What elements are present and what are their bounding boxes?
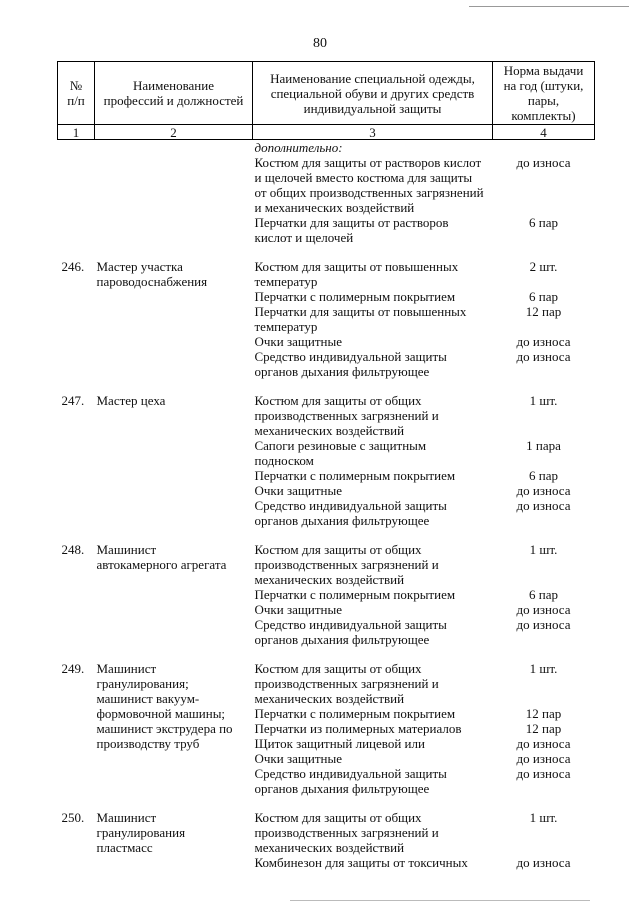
- protective-item: [253, 438, 493, 468]
- protective-item-text: Очки защитные: [254, 751, 342, 766]
- profession-name: [95, 140, 253, 246]
- protective-item: [253, 468, 493, 483]
- protective-item: [253, 602, 493, 617]
- protective-item: [253, 542, 493, 587]
- issue-norm: [493, 751, 595, 766]
- group-separator: [58, 796, 595, 810]
- issue-norm-text: 1 шт.: [529, 542, 558, 557]
- issue-norm: [493, 259, 595, 289]
- protective-item-text: Очки защитные: [254, 602, 342, 617]
- protective-item-text: Перчатки с полимерным покрытием: [254, 468, 456, 483]
- issue-norm: [493, 289, 595, 304]
- column-number: 2: [95, 125, 253, 140]
- table-body: [58, 140, 595, 871]
- issue-norm-text: до износа: [516, 349, 571, 364]
- issue-norm: [493, 617, 595, 647]
- issue-norm-text: 12 пар: [525, 721, 562, 736]
- profession-name-text: Мастер участка пароводоснабжения: [96, 259, 208, 289]
- issue-norm: [493, 602, 595, 617]
- issue-norm-text: до износа: [516, 155, 571, 170]
- issue-norm: [493, 140, 595, 156]
- issue-norm-text: до износа: [516, 483, 571, 498]
- header-norm: [493, 62, 595, 125]
- item-number: [58, 542, 95, 647]
- item-number: [58, 393, 95, 528]
- protective-item-text: Комбинезон для защиты от токсичных: [254, 855, 468, 870]
- protective-item: [253, 736, 493, 751]
- issue-norm: [493, 498, 595, 528]
- protective-item-text: Средство индивидуальной защиты органов дыхания фильтрующее: [254, 617, 447, 647]
- item-number-text: 246.: [61, 259, 85, 274]
- issue-norm-text: 1 шт.: [529, 810, 558, 825]
- protective-item: [253, 334, 493, 349]
- issue-norm: [493, 483, 595, 498]
- header-num-text: № п/п: [67, 78, 85, 108]
- group-separator: [58, 528, 595, 542]
- protective-item-text: Сапоги резиновые с защитным подноском: [254, 438, 427, 468]
- issue-norm-text: 6 пар: [529, 289, 558, 304]
- protective-item-text: Костюм для защиты от общих производственных загрязнений и механических воздействий: [254, 393, 439, 438]
- profession-name-text: Машинист гранулирования; машинист вакуум- формовочной машины; машинист экструдера по производству труб: [96, 661, 233, 751]
- group-separator: [58, 647, 595, 661]
- item-number-text: 249.: [61, 661, 85, 676]
- group-separator-cell: [58, 379, 595, 393]
- protective-item: [253, 661, 493, 706]
- item-number-text: 248.: [61, 542, 85, 557]
- issue-norm: [493, 349, 595, 379]
- protective-item: [253, 617, 493, 647]
- issue-norm: [493, 304, 595, 334]
- issue-norm-text: 2 шт.: [529, 259, 558, 274]
- header-num: [58, 62, 95, 125]
- protective-item: [253, 215, 493, 245]
- issue-norm: [493, 334, 595, 349]
- table-row: [58, 393, 595, 438]
- header-profession-text: Наименование профессий и должностей: [103, 78, 244, 108]
- column-number: 3: [253, 125, 493, 140]
- issue-norm-text: 6 пар: [529, 215, 558, 230]
- protective-item-text: Средство индивидуальной защиты органов дыхания фильтрующее: [254, 498, 447, 528]
- item-number: [58, 661, 95, 796]
- issue-norm-text: 1 шт.: [529, 661, 558, 676]
- protective-item-text: Костюм для защиты от повышенных температур: [254, 259, 459, 289]
- protective-item: [253, 393, 493, 438]
- header-item-text: Наименование специальной одежды, специальной обуви и других средств индивидуальной защиты: [270, 70, 475, 116]
- issue-norm-text: 6 пар: [529, 587, 558, 602]
- issue-norm: [493, 721, 595, 736]
- profession-name: [95, 259, 253, 379]
- protective-item-text: Щиток защитный лицевой или: [254, 736, 425, 751]
- protective-item: [253, 304, 493, 334]
- table-row: [58, 259, 595, 289]
- header-profession: [95, 62, 253, 125]
- issue-norm: [493, 587, 595, 602]
- issue-norm: [493, 468, 595, 483]
- issue-norm-text: 1 шт.: [529, 393, 558, 408]
- protective-item-text: Средство индивидуальной защиты органов дыхания фильтрующее: [254, 349, 447, 379]
- profession-name-text: Машинист автокамерного агрегата: [96, 542, 227, 572]
- protective-item: [253, 498, 493, 528]
- protective-item: [253, 259, 493, 289]
- profession-name-text: Мастер цеха: [96, 393, 166, 408]
- item-number-text: 250.: [61, 810, 85, 825]
- protective-item-text: Перчатки из полимерных материалов: [254, 721, 462, 736]
- group-separator: [58, 379, 595, 393]
- protective-item: [253, 721, 493, 736]
- group-separator-cell: [58, 528, 595, 542]
- issue-norm: [493, 438, 595, 468]
- table-row: [58, 542, 595, 587]
- issue-norm: [493, 661, 595, 706]
- protective-item-text: Перчатки с полимерным покрытием: [254, 587, 456, 602]
- item-number: [58, 140, 95, 246]
- protective-item: [253, 155, 493, 215]
- table-row: [58, 810, 595, 855]
- issue-norm-text: до износа: [516, 736, 571, 751]
- issue-norm-text: 12 пар: [525, 706, 562, 721]
- issue-norm-text: до износа: [516, 855, 571, 870]
- top-rule: [469, 6, 629, 7]
- protective-item-text: Костюм для защиты от общих производственных загрязнений и механических воздействий: [254, 542, 439, 587]
- issue-norm: [493, 393, 595, 438]
- issue-norm-text: до износа: [516, 617, 571, 632]
- table-header-row: [58, 62, 595, 125]
- issue-norm-text: до износа: [516, 751, 571, 766]
- bottom-rule: [290, 900, 590, 901]
- column-number: 1: [58, 125, 95, 140]
- issue-norm-text: 1 пара: [526, 438, 561, 453]
- protective-item: [253, 349, 493, 379]
- issue-norm: [493, 706, 595, 721]
- protective-item-text: Костюм для защиты от общих производственных загрязнений и механических воздействий: [254, 661, 439, 706]
- profession-name: [95, 661, 253, 796]
- issue-norm: [493, 155, 595, 215]
- issue-norm-text: до износа: [516, 334, 571, 349]
- header-norm-text: Норма выдачи на год (штуки, пары, комплекты): [503, 63, 584, 123]
- protective-item-text: Перчатки с полимерным покрытием: [254, 289, 456, 304]
- item-number: [58, 810, 95, 870]
- protective-item: [253, 587, 493, 602]
- protective-item-text: Перчатки для защиты от растворов кислот и щелочей: [254, 215, 449, 245]
- protective-item: [253, 766, 493, 796]
- protective-item: [253, 751, 493, 766]
- protective-item-text: Очки защитные: [254, 334, 342, 349]
- column-number: 4: [493, 125, 595, 140]
- item-number-text: 247.: [61, 393, 85, 408]
- protective-item: [253, 810, 493, 855]
- issue-norm: [493, 766, 595, 796]
- issue-norm-text: 6 пар: [529, 468, 558, 483]
- column-number-row: [58, 125, 595, 140]
- issue-norm: [493, 542, 595, 587]
- protective-item: [253, 289, 493, 304]
- protective-item-text: Средство индивидуальной защиты органов дыхания фильтрующее: [254, 766, 447, 796]
- norms-table: [57, 61, 595, 870]
- protective-item-text: дополнительно:: [254, 140, 343, 155]
- protective-item: [253, 706, 493, 721]
- issue-norm-text: до износа: [516, 602, 571, 617]
- issue-norm: [493, 810, 595, 855]
- protective-item-text: Перчатки с полимерным покрытием: [254, 706, 456, 721]
- protective-item: [253, 855, 493, 870]
- group-separator-cell: [58, 647, 595, 661]
- profession-name: [95, 542, 253, 647]
- header-item: [253, 62, 493, 125]
- item-number: [58, 259, 95, 379]
- issue-norm: [493, 215, 595, 245]
- group-separator-cell: [58, 796, 595, 810]
- group-separator: [58, 245, 595, 259]
- table-row: [58, 140, 595, 156]
- profession-name: [95, 393, 253, 528]
- issue-norm-text: до износа: [516, 498, 571, 513]
- issue-norm: [493, 736, 595, 751]
- protective-item-text: Костюм для защиты от общих производственных загрязнений и механических воздействий: [254, 810, 439, 855]
- profession-name-text: Машинист гранулирования пластмасс: [96, 810, 186, 855]
- protective-item-text: Костюм для защиты от растворов кислот и щелочей вместо костюма для защиты от общих производственных загрязнений и механических воздействий: [254, 155, 484, 215]
- profession-name: [95, 810, 253, 870]
- protective-item-text: Очки защитные: [254, 483, 342, 498]
- issue-norm-text: 12 пар: [525, 304, 562, 319]
- protective-item: [253, 140, 493, 156]
- table-row: [58, 661, 595, 706]
- protective-item: [253, 483, 493, 498]
- page-number: 80: [313, 36, 327, 51]
- protective-item-text: Перчатки для защиты от повышенных температур: [254, 304, 467, 334]
- group-separator-cell: [58, 245, 595, 259]
- issue-norm: [493, 855, 595, 870]
- issue-norm-text: до износа: [516, 766, 571, 781]
